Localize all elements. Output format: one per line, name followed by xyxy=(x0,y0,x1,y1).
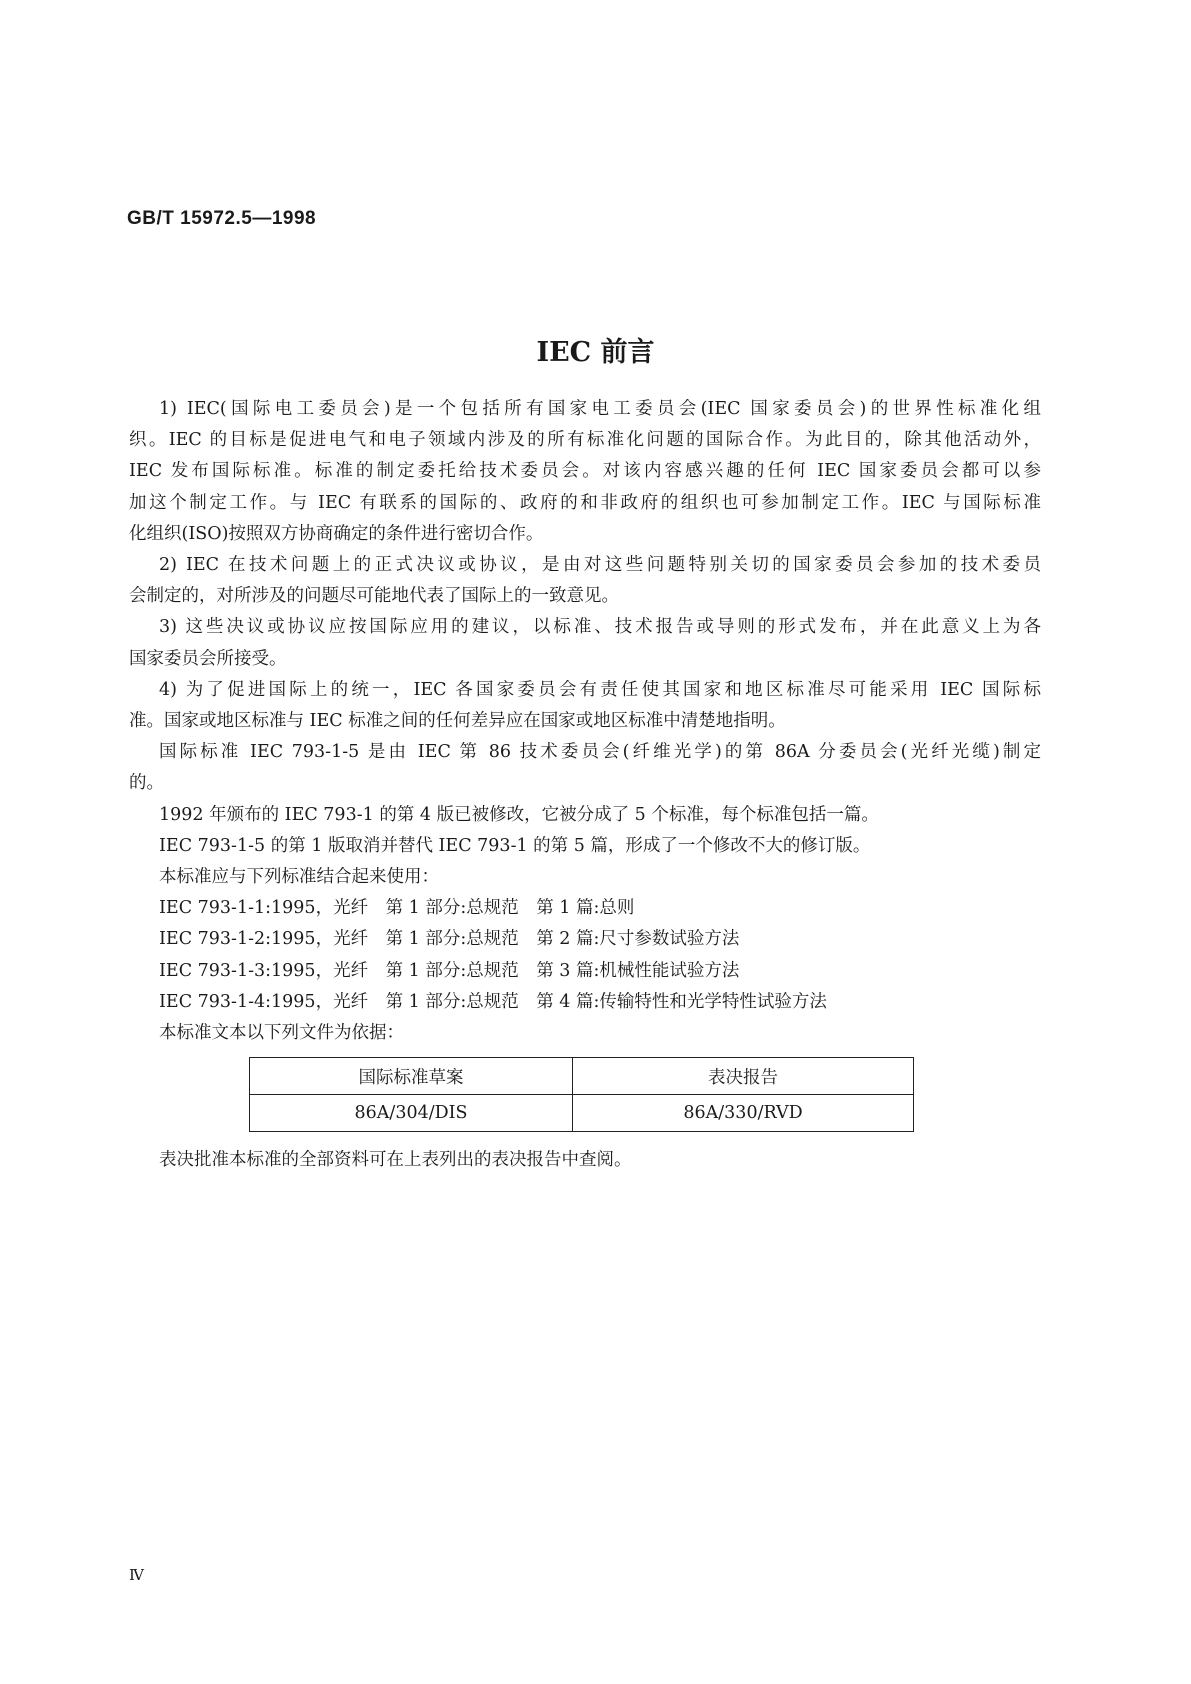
table-cell: 86A/304/DIS xyxy=(250,1095,573,1132)
paragraph-line: 加这个制定工作。与 IEC 有联系的国际的、政府的和非政府的组织也可参加制定工作。IEC 与国际标准 xyxy=(129,492,1041,513)
document-header: GB/T 15972.5—1998 xyxy=(127,208,317,229)
paragraph-line: 1) IEC(国际电工委员会)是一个包括所有国家电工委员会(IEC 国家委员会)的世界性标准化组 xyxy=(159,399,1041,419)
paragraph xyxy=(129,862,1041,893)
paragraph-line: 1992 年颁布的 IEC 793-1 的第 4 版已被修改，它被分成了 5 个标准，每个标准包括一篇。 xyxy=(159,804,879,825)
paragraph-line: 3) 这些决议或协议应按国际应用的建议，以标准、技术报告或导则的形式发布，并在此意义上为各 xyxy=(159,617,1041,638)
paragraph xyxy=(129,737,1041,799)
paragraph xyxy=(129,550,1041,612)
paragraph xyxy=(129,394,1041,550)
table-row xyxy=(250,1095,914,1132)
table-header-cell: 表决报告 xyxy=(573,1058,914,1095)
paragraph xyxy=(129,800,1041,831)
document-body xyxy=(129,394,1041,1049)
paragraph xyxy=(129,612,1041,674)
paragraph-line: 准。国家或地区标准与 IEC 标准之间的任何差异应在国家或地区标准中清楚地指明。 xyxy=(129,711,786,732)
document-table xyxy=(249,1057,914,1132)
paragraph-line: 的。 xyxy=(129,773,164,794)
reference-item: IEC 793-1-4:1995，光纤 第 1 部分:总规范 第 4 篇:传输特性和光学特性试验方法 xyxy=(159,991,827,1012)
paragraph-line: 织。IEC 的目标是促进电气和电子领域内涉及的所有标准化问题的国际合作。为此目的，除其他活动外， xyxy=(129,430,1041,451)
paragraphs xyxy=(129,394,1041,893)
paragraph-line: 化组织(ISO)按照双方协商确定的条件进行密切合作。 xyxy=(129,523,544,544)
basis-intro: 本标准文本以下列文件为依据： xyxy=(159,1023,404,1044)
paragraph-line: 国家委员会所接受。 xyxy=(129,648,287,669)
reference-item: IEC 793-1-1:1995，光纤 第 1 部分:总规范 第 1 篇:总则 xyxy=(159,898,635,919)
paragraph-line: 会制定的，对所涉及的问题尽可能地代表了国际上的一致意见。 xyxy=(129,586,619,607)
paragraph xyxy=(129,831,1041,862)
closing-text: 表决批准本标准的全部资料可在上表列出的表决报告中查阅。 xyxy=(159,1150,632,1170)
table-header-row xyxy=(250,1058,914,1095)
paragraph-line: IEC 发布国际标准。标准的制定委托给技术委员会。对该内容感兴趣的任何 IEC 国家委员会都可以参 xyxy=(129,461,1041,482)
table-header-cell: 国际标准草案 xyxy=(250,1058,573,1095)
paragraph-line: 4) 为了促进国际上的统一，IEC 各国家委员会有责任使其国家和地区标准尽可能采用 IEC 国际标 xyxy=(159,679,1041,700)
paragraph xyxy=(129,675,1041,737)
paragraph-line: 本标准应与下列标准结合起来使用： xyxy=(159,867,439,888)
reference-item: IEC 793-1-3:1995，光纤 第 1 部分:总规范 第 3 篇:机械性能试验方法 xyxy=(159,960,740,981)
paragraph-line: 2) IEC 在技术问题上的正式决议或协议，是由对这些问题特别关切的国家委员会参加的技术委员 xyxy=(159,555,1041,576)
reference-list xyxy=(129,893,1041,1049)
reference-item: IEC 793-1-2:1995，光纤 第 1 部分:总规范 第 2 篇:尺寸参数试验方法 xyxy=(159,929,740,950)
page-number: Ⅳ xyxy=(129,1566,144,1584)
table-cell: 86A/330/RVD xyxy=(573,1095,914,1132)
page-title: IEC 前言 xyxy=(536,337,655,368)
paragraph-line: 国际标准 IEC 793-1-5 是由 IEC 第 86 技术委员会(纤维光学)的第 86A 分委员会(光纤光缆)制定 xyxy=(159,742,1041,763)
paragraph-line: IEC 793-1-5 的第 1 版取消并替代 IEC 793-1 的第 5 篇，形成了一个修改不大的修订版。 xyxy=(159,835,871,856)
